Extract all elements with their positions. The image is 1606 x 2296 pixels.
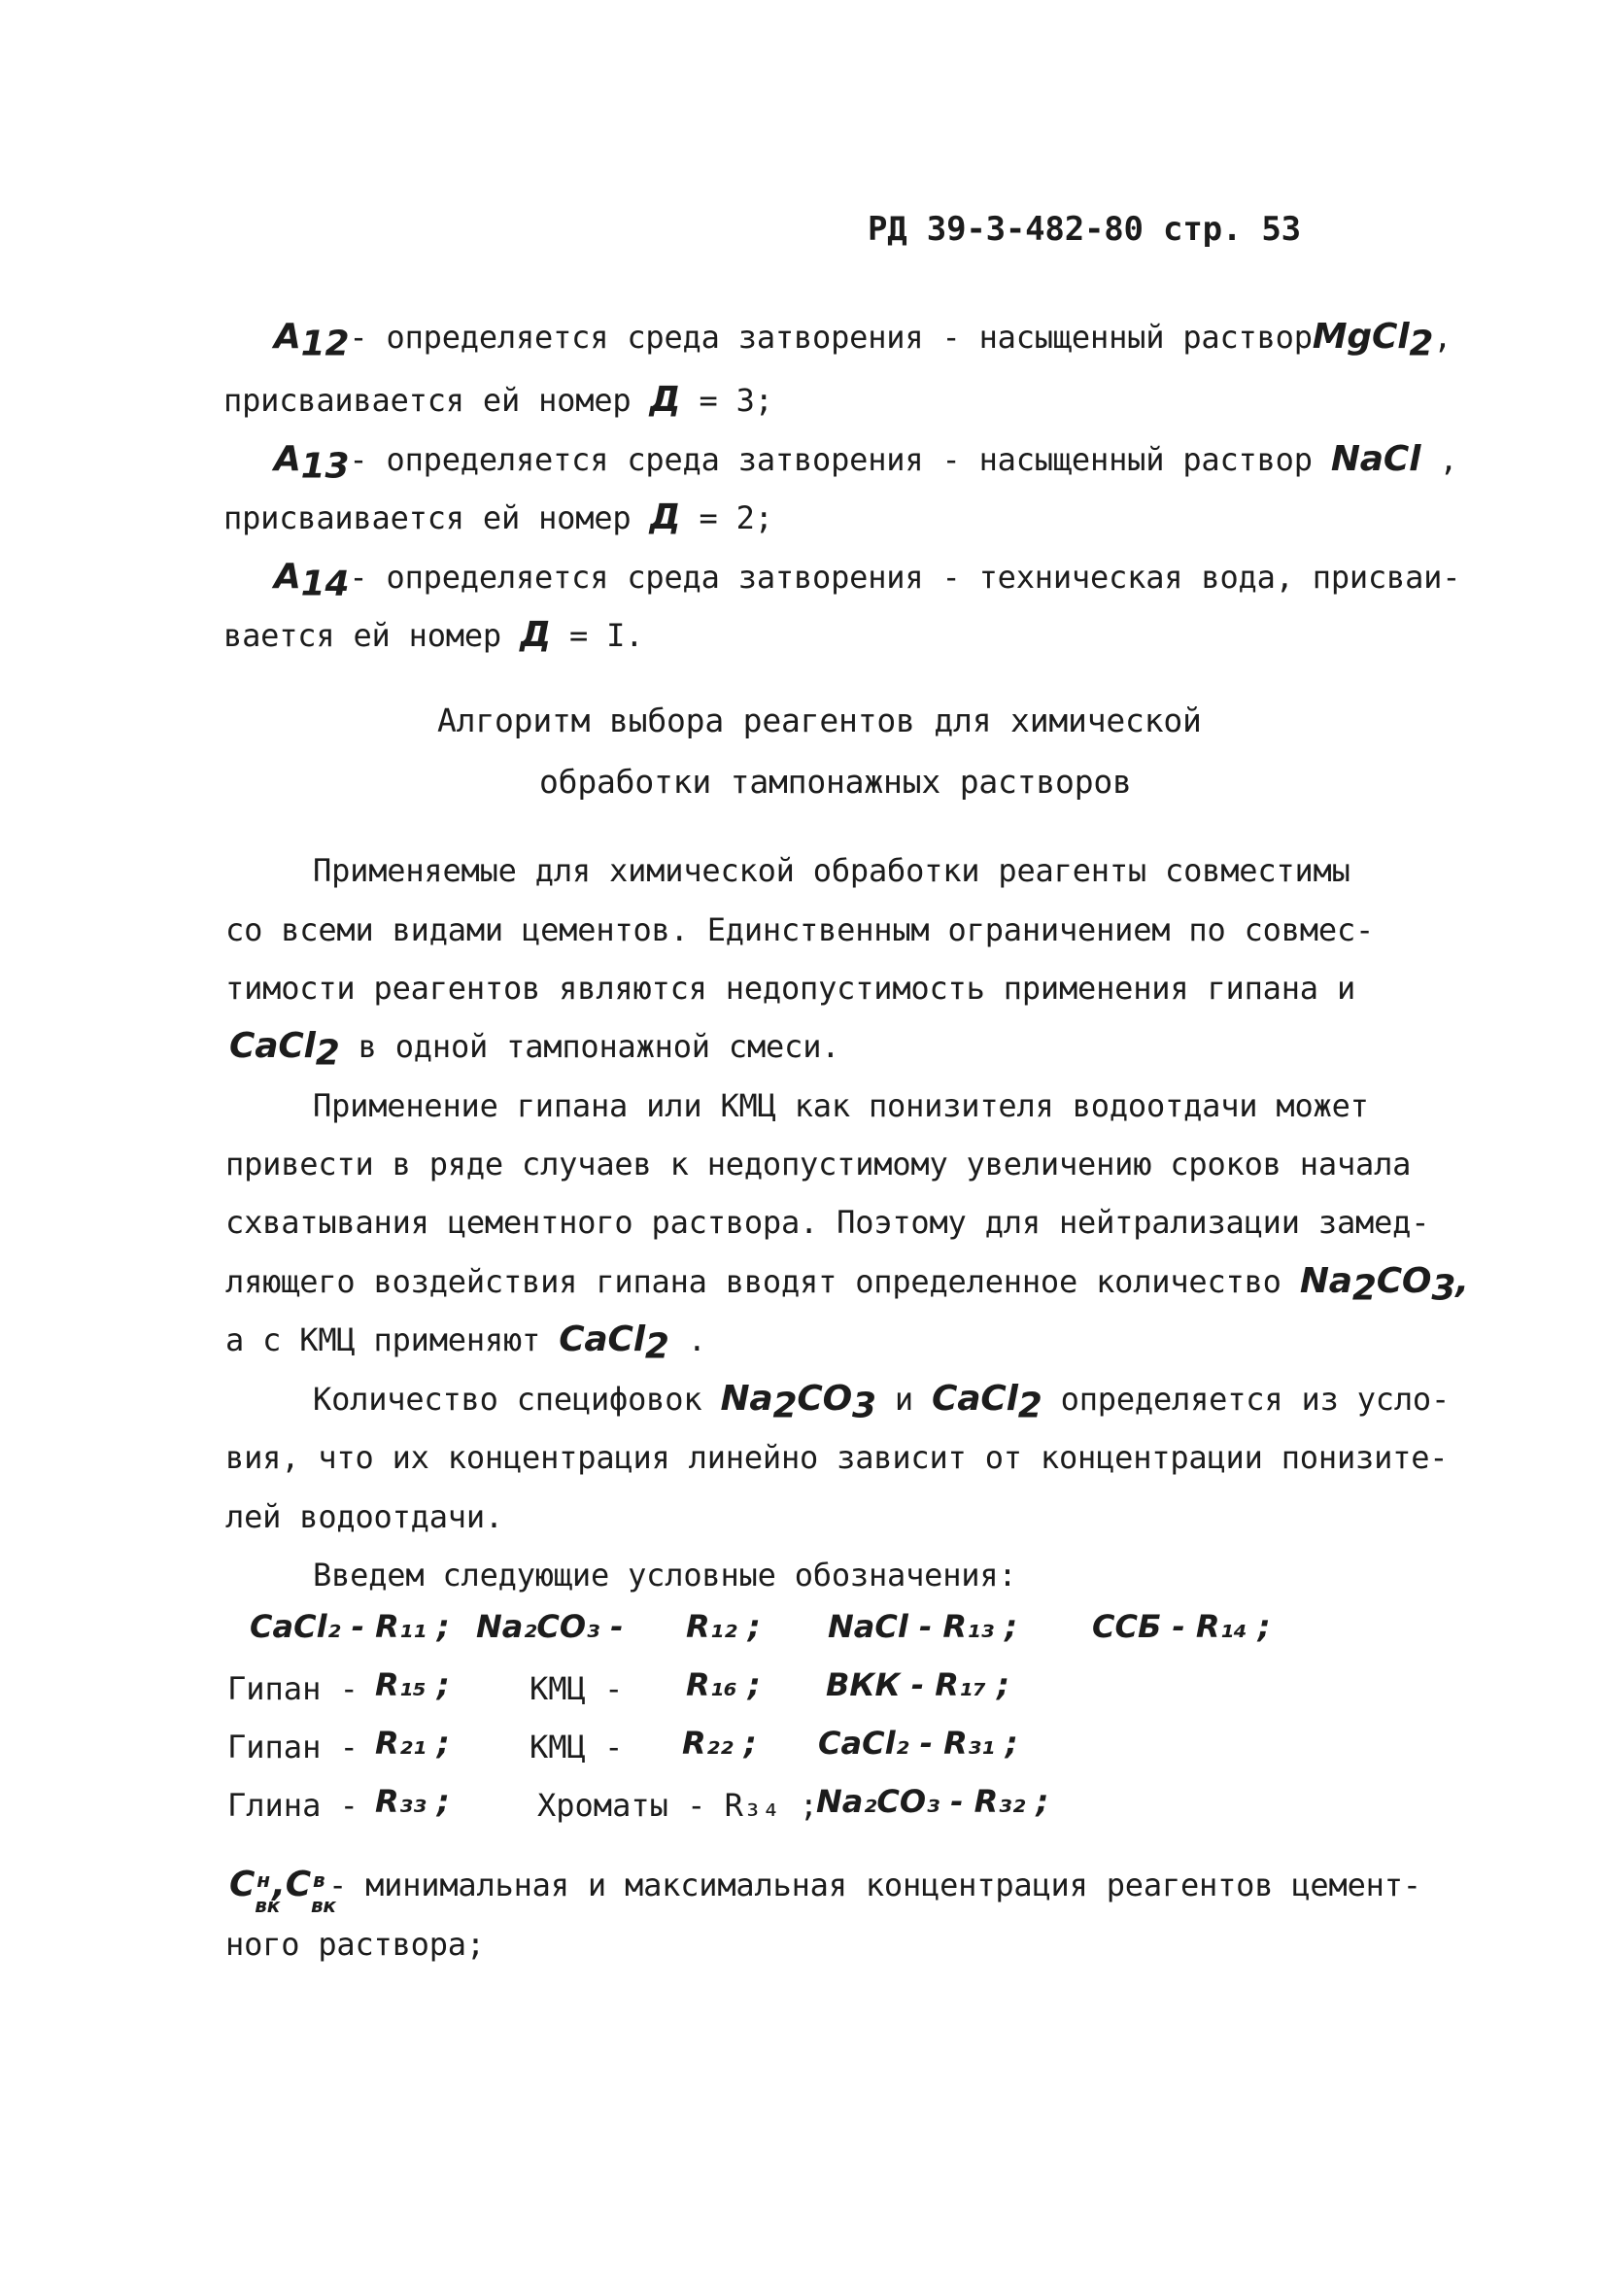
designation: R₁₆ ; [686, 1666, 761, 1703]
cont-value: = 2; [680, 499, 773, 536]
symbol-index: 13 [300, 446, 350, 487]
designation: Хроматы - R₃₄ ; [537, 1787, 818, 1824]
formula: Na [720, 1379, 773, 1419]
symbol-d: Д [649, 380, 681, 420]
formula-index: 2 [772, 1386, 798, 1426]
designation: Гипан - [227, 1729, 359, 1765]
para-text: и [875, 1381, 933, 1418]
symbol-c-max: C [285, 1865, 311, 1904]
symbol-c-min: C [229, 1865, 256, 1904]
para2-line-5 [225, 1319, 706, 1367]
formula: CaCl [932, 1379, 1018, 1419]
formula-index: 2 [1351, 1268, 1377, 1309]
para3-line-3: лей водоотдачи. [225, 1498, 503, 1535]
designation: R₂₂ ; [682, 1725, 757, 1762]
concentration-definition [229, 1865, 1421, 1917]
page-header: РД 39-3-482-80 стр. 53 [868, 210, 1301, 249]
c-min-sup: н [256, 1868, 270, 1892]
formula: CaCl [559, 1319, 645, 1359]
symbol-index: 14 [300, 564, 350, 604]
para1-line-4 [229, 1026, 840, 1074]
definition-text: - минимальная и максимальная концентрация реагентов цемент- [327, 1867, 1421, 1903]
formula-index: 2 [1017, 1386, 1042, 1426]
formula: Na [1299, 1261, 1352, 1301]
symbol-a: A [274, 317, 301, 357]
cont-value: = I. [550, 617, 644, 654]
cont-text: вается ей номер [223, 617, 521, 654]
designation: Глина - [227, 1787, 359, 1824]
formula: MgCl [1312, 317, 1410, 357]
symbol-d: Д [649, 497, 681, 537]
designation: ВКК - R₁₇ ; [826, 1666, 1009, 1703]
designation: R₃₃ ; [375, 1783, 450, 1820]
designation: CaCl₂ - R₃₁ ; [818, 1725, 1018, 1762]
section-heading-line-1: Алгоритм выбора реагентов для химической [437, 702, 1202, 739]
item-a13-cont [223, 498, 773, 537]
formula-index: 2 [644, 1326, 669, 1367]
para-text: а с КМЦ применяют [225, 1321, 560, 1358]
para1-line-1: Применяемые для химической обработки реагенты совместимы [313, 852, 1350, 889]
para-text: определяется из усло- [1042, 1381, 1451, 1418]
symbol-d: Д [520, 615, 551, 655]
para2-line-2: привести в ряде случаев к недопустимому увеличению сроков начала [225, 1146, 1412, 1182]
item-a12-cont [223, 381, 773, 420]
item-text: - определяется среда затворения - техническая вода, присваи- [349, 559, 1461, 596]
formula-index: 2 [315, 1033, 340, 1074]
para3-line-2: вия, что их концентрация линейно зависит от концентрации понизите- [225, 1439, 1449, 1476]
item-a13 [274, 439, 1458, 487]
formula: CaCl [229, 1026, 316, 1066]
section-heading-line-2: обработки тампонажных растворов [539, 763, 1132, 801]
para-text: Количество специфовок [313, 1381, 721, 1418]
item-text: - определяется среда затворения - насыщенный раствор [349, 441, 1313, 478]
formula-index: 3 [851, 1386, 876, 1426]
designation: R₂₁ ; [375, 1725, 450, 1762]
para-text: в одной тампонажной смеси. [339, 1028, 840, 1065]
c-max-indices [310, 1868, 336, 1917]
designation: КМЦ - [530, 1670, 624, 1707]
designation: CaCl₂ - R₁₁ ; [250, 1608, 450, 1645]
designation: NaCl - R₁₃ ; [828, 1608, 1017, 1645]
para2-line-4 [225, 1261, 1469, 1309]
symbol-index: 12 [300, 324, 350, 364]
designation: Na₂CO₃ - R₃₂ ; [816, 1783, 1049, 1820]
formula: NaCl [1330, 439, 1421, 479]
c-max-sup: в [312, 1868, 325, 1892]
cont-text: присваивается ей номер [223, 382, 650, 419]
c-min-sub: вк [255, 1894, 281, 1917]
symbol-a: A [274, 557, 301, 597]
punct: . [668, 1321, 706, 1358]
c-min-indices [255, 1868, 281, 1917]
designation: R₁₂ ; [686, 1608, 761, 1645]
item-a14 [274, 557, 1461, 604]
punct: , [1433, 319, 1452, 356]
c-max-sub: вк [310, 1894, 336, 1917]
punct: , [1420, 441, 1458, 478]
cont-text: присваивается ей номер [223, 499, 650, 536]
concentration-definition-cont: ного раствора; [225, 1926, 485, 1963]
cont-value: = 3; [680, 382, 773, 419]
designation: ССБ - R₁₄ ; [1092, 1608, 1271, 1645]
designation: Гипан - [227, 1670, 359, 1707]
punct: , [1455, 1261, 1469, 1301]
para1-line-3: тимости реагентов являются недопустимость применения гипана и [225, 970, 1356, 1007]
designation: R₁₅ ; [375, 1666, 450, 1703]
formula: CO [1376, 1261, 1432, 1301]
designation: КМЦ - [530, 1729, 624, 1765]
formula-index: 2 [1409, 324, 1434, 364]
para2-line-3: схватывания цементного раствора. Поэтому для нейтрализации замед- [225, 1204, 1430, 1241]
designations-intro: Введем следующие условные обозначения: [313, 1557, 1017, 1593]
formula: CO [797, 1379, 852, 1419]
para2-line-1: Применение гипана или КМЦ как понизителя водоотдачи может [313, 1087, 1369, 1124]
para-text: ляющего воздействия гипана вводят определенное количество [225, 1263, 1300, 1300]
formula-index: 3 [1431, 1268, 1456, 1309]
para1-line-2: со всеми видами цементов. Единственным ограничением по совмес- [225, 911, 1375, 948]
symbol-a: A [274, 439, 301, 479]
item-text: - определяется среда затворения - насыщенный раствор [349, 319, 1313, 356]
designation: Na₂CO₃ - [476, 1608, 624, 1645]
para3-line-1 [313, 1379, 1451, 1426]
item-a14-cont [223, 616, 643, 655]
item-a12 [274, 317, 1452, 364]
comma: , [272, 1865, 286, 1904]
